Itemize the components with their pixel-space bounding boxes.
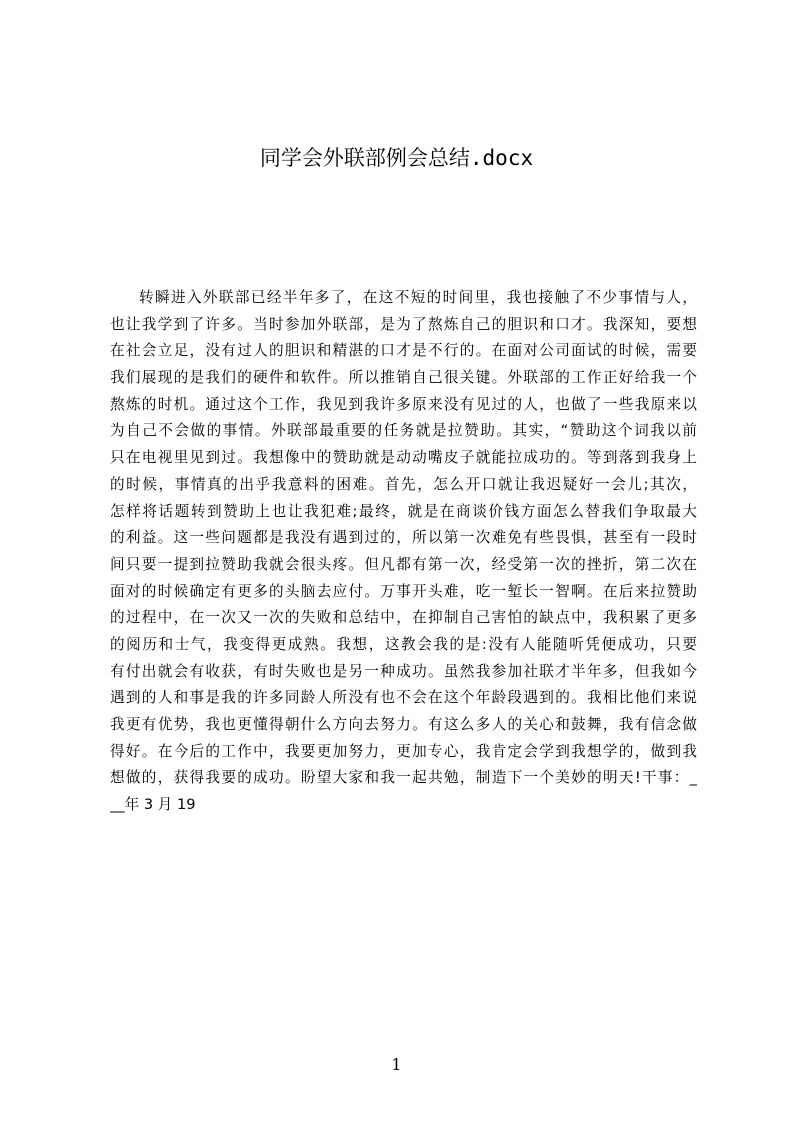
body-line: 只在电视里见到过。我想像中的赞助就是动动嘴皮子就能拉成功的。等到落到我身上 [110,449,697,467]
body-line: 的阅历和士气，我变得更成熟。我想，这教会我的是:没有人能随听凭便成功，只要 [110,635,697,653]
body-line: 遇到的人和事是我的许多同龄人所没有也不会在这个年龄段遇到的。我相比他们来说 [110,689,697,707]
body-line: 也让我学到了许多。当时参加外联部，是为了熬炼自己的胆识和口才。我深知，要想 [110,315,697,333]
body-line: 我更有优势，我也更懂得朝什么方向去努力。有这么多人的关心和鼓舞，我有信念做 [110,716,697,733]
body-line: 熬炼的时机。通过这个工作，我见到我许多原来没有见过的人，也做了一些我原来以 [110,395,697,413]
body-line: 为自己不会做的事情。外联部最重要的任务就是拉赞助。其实，“赞助这个词我以前 [110,422,697,440]
body-line: 得好。在今后的工作中，我要更加努力，更加专心，我肯定会学到我想学的，做到我 [110,742,697,760]
body-line: 面对的时候确定有更多的头脑去应付。万事开头难，吃一堑长一智啊。在后来拉赞助 [110,582,697,600]
document-title: 同学会外联部例会总结.docx [259,146,534,170]
body-line: 转瞬进入外联部已经半年多了，在这不短的时间里，我也接触了不少事情与人， [139,289,697,306]
body-line: 间只要一提到拉赞助我就会很头疼。但凡都有第一次，经受第一次的挫折，第二次在 [110,555,697,573]
body-paragraph [110,285,697,819]
body-line: 的过程中，在一次又一次的失败和总结中，在抑制自己害怕的缺点中，我积累了更多 [110,609,697,627]
body-line: 我们展现的是我们的硬件和软件。所以推销自己很关键。外联部的工作正好给我一个 [110,369,697,387]
body-line: __年 3 月 19 [110,796,196,814]
page-number: 1 [391,1055,402,1074]
body-line: 有付出就会有收获，有时失败也是另一种成功。虽然我参加社联才半年多，但我如今 [110,662,697,680]
body-line: 的时候，事情真的出乎我意料的困难。首先，怎么开口就让我迟疑好一会儿;其次， [110,475,697,493]
body-line: 在社会立足，没有过人的胆识和精湛的口才是不行的。在面对公司面试的时候，需要 [110,342,697,360]
body-line: 想做的，获得我要的成功。盼望大家和我一起共勉，制造下一个美妙的明天!干事：_ [110,769,697,787]
body-line: 的利益。这一些问题都是我没有遇到过的，所以第一次难免有些畏惧，甚至有一段时 [110,529,697,547]
body-line: 怎样将话题转到赞助上也让我犯难;最终，就是在商谈价钱方面怎么替我们争取最大 [110,502,697,520]
